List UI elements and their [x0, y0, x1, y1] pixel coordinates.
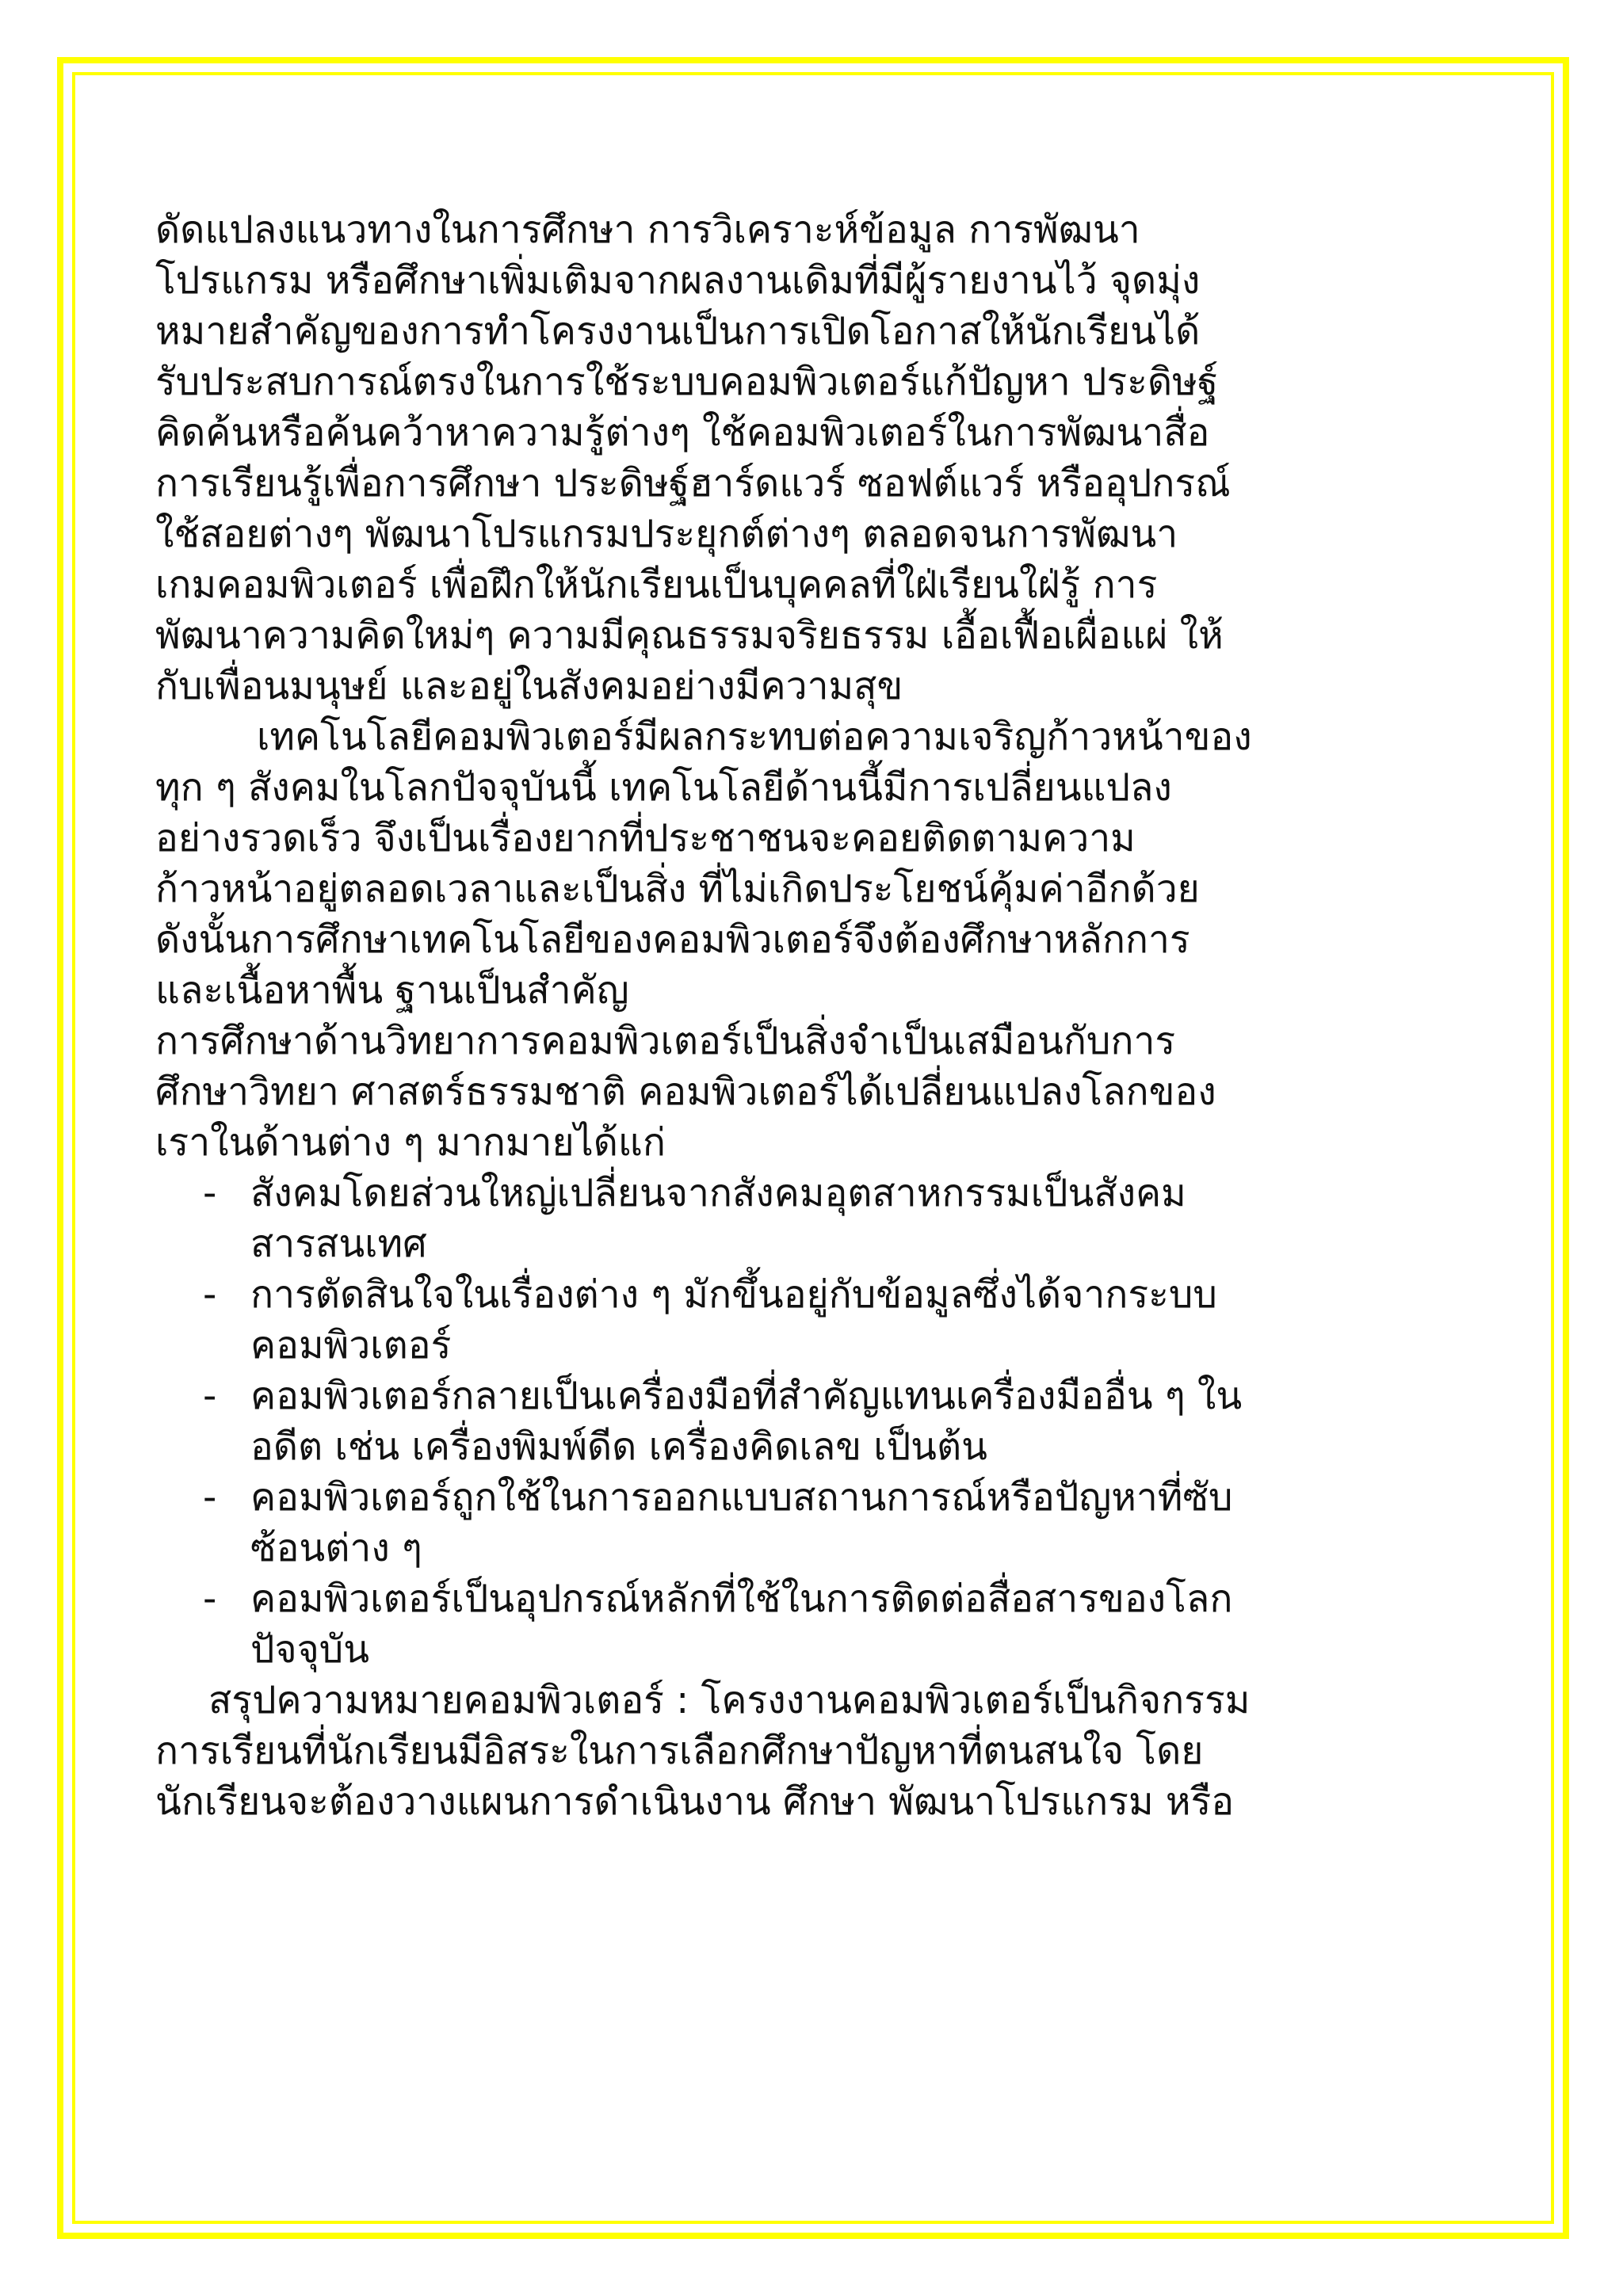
- text-line: ก้าวหน้าอยู่ตลอดเวลาและเป็นสิ่ง ที่ไม่เกิดประโยชน์คุ้มค่าอีกด้วย: [155, 867, 1200, 911]
- paragraph-2: [155, 711, 1487, 1016]
- text-line: สรุปความหมายคอมพิวเตอร์ : โครงงานคอมพิวเตอร์เป็นกิจกรรม: [208, 1678, 1251, 1722]
- list-item-text: สังคมโดยส่วนใหญ่เปลี่ยนจากสังคมอุตสาหกรรมเป็นสังคม: [250, 1171, 1186, 1215]
- text-line: ดังนั้นการศึกษาเทคโนโลยีของคอมพิวเตอร์จึงต้องศึกษาหลักการ: [155, 917, 1190, 962]
- text-line: การเรียนที่นักเรียนมีอิสระในการเลือกศึกษาปัญหาที่ตนสนใจ โดย: [155, 1729, 1204, 1773]
- text-line: ทุก ๆ สังคมในโลกปัจจุบันนี้ เทคโนโลยีด้านนี้มีการเปลี่ยนแปลง: [155, 765, 1172, 810]
- bullet-dash: -: [203, 1577, 217, 1621]
- document-body: [155, 204, 1487, 1827]
- bullet-list: [155, 1168, 1487, 1675]
- paragraph-1: [155, 204, 1487, 711]
- bullet-dash: -: [203, 1272, 217, 1317]
- list-item: [155, 1573, 1487, 1675]
- list-item-text-continued: คอมพิวเตอร์: [250, 1323, 452, 1367]
- text-line: และเนื้อหาพื้น ฐานเป็นสำคัญ: [155, 968, 629, 1013]
- text-line: การเรียนรู้เพื่อการศึกษา ประดิษฐ์ฮาร์ดแวร์ ซอฟต์แวร์ หรืออุปกรณ์: [155, 461, 1231, 505]
- text-line: ดัดแปลงแนวทางในการศึกษา การวิเคราะห์ข้อมูล การพัฒนา: [155, 208, 1140, 252]
- text-line: ศึกษาวิทยา ศาสตร์ธรรมชาติ คอมพิวเตอร์ได้เปลี่ยนแปลงโลกของ: [155, 1070, 1216, 1114]
- list-item: [155, 1371, 1487, 1472]
- text-line: หมายสำคัญของการทำโครงงานเป็นการเปิดโอกาสให้นักเรียนได้: [155, 309, 1201, 353]
- text-line: กับเพื่อนมนุษย์ และอยู่ในสังคมอย่างมีความสุข: [155, 664, 903, 708]
- paragraph-3: [155, 1016, 1487, 1168]
- list-item-text-continued: อดีต เช่น เครื่องพิมพ์ดีด เครื่องคิดเลข เป็นต้น: [250, 1425, 987, 1469]
- text-line: ใช้สอยต่างๆ พัฒนาโปรแกรมประยุกต์ต่างๆ ตลอดจนการพัฒนา: [155, 512, 1178, 556]
- text-line: รับประสบการณ์ตรงในการใช้ระบบคอมพิวเตอร์แก้ปัญหา ประดิษฐ์: [155, 360, 1219, 404]
- text-line: เทคโนโลยีคอมพิวเตอร์มีผลกระทบต่อความเจริญก้าวหน้าของ: [257, 715, 1252, 759]
- text-line: พัฒนาความคิดใหม่ๆ ความมีคุณธรรมจริยธรรม เอื้อเฟื้อเผื่อแผ่ ให้: [155, 613, 1224, 658]
- paragraph-4: [155, 1675, 1487, 1827]
- text-line: เราในด้านต่าง ๆ มากมายได้แก่: [155, 1120, 666, 1165]
- list-item-text: คอมพิวเตอร์เป็นอุปกรณ์หลักที่ใช้ในการติดต่อสื่อสารของโลก: [250, 1577, 1233, 1621]
- list-item-text: การตัดสินใจในเรื่องต่าง ๆ มักขึ้นอยู่กับข้อมูลซึ่งได้จากระบบ: [250, 1272, 1217, 1317]
- bullet-dash: -: [203, 1171, 217, 1215]
- list-item-text: คอมพิวเตอร์ถูกใช้ในการออกแบบสถานการณ์หรือปัญหาที่ซับ: [250, 1475, 1233, 1520]
- text-line: เกมคอมพิวเตอร์ เพื่อฝึกให้นักเรียนเป็นบุคคลที่ใฝ่เรียนใฝ่รู้ การ: [155, 563, 1158, 607]
- text-line: คิดค้นหรือค้นคว้าหาความรู้ต่างๆ ใช้คอมพิวเตอร์ในการพัฒนาสื่อ: [155, 410, 1210, 455]
- list-item: [155, 1269, 1487, 1371]
- text-line: โปรแกรม หรือศึกษาเพิ่มเติมจากผลงานเดิมที่มีผู้รายงานไว้ จุดมุ่ง: [155, 258, 1201, 303]
- list-item-text: คอมพิวเตอร์กลายเป็นเครื่องมือที่สำคัญแทนเครื่องมืออื่น ๆ ใน: [250, 1374, 1243, 1418]
- list-item: [155, 1472, 1487, 1573]
- list-item-text-continued: ปัจจุบัน: [250, 1627, 369, 1672]
- list-item: [155, 1168, 1487, 1269]
- bullet-dash: -: [203, 1475, 217, 1520]
- text-line: นักเรียนจะต้องวางแผนการดำเนินงาน ศึกษา พัฒนาโปรแกรม หรือ: [155, 1779, 1235, 1824]
- bullet-dash: -: [203, 1374, 217, 1418]
- text-line: อย่างรวดเร็ว จึงเป็นเรื่องยากที่ประชาชนจะคอยติดตามความ: [155, 816, 1136, 860]
- list-item-text-continued: ซ้อนต่าง ๆ: [250, 1526, 422, 1570]
- list-item-text-continued: สารสนเทศ: [250, 1222, 427, 1266]
- text-line: การศึกษาด้านวิทยาการคอมพิวเตอร์เป็นสิ่งจำเป็นเสมือนกับการ: [155, 1019, 1176, 1063]
